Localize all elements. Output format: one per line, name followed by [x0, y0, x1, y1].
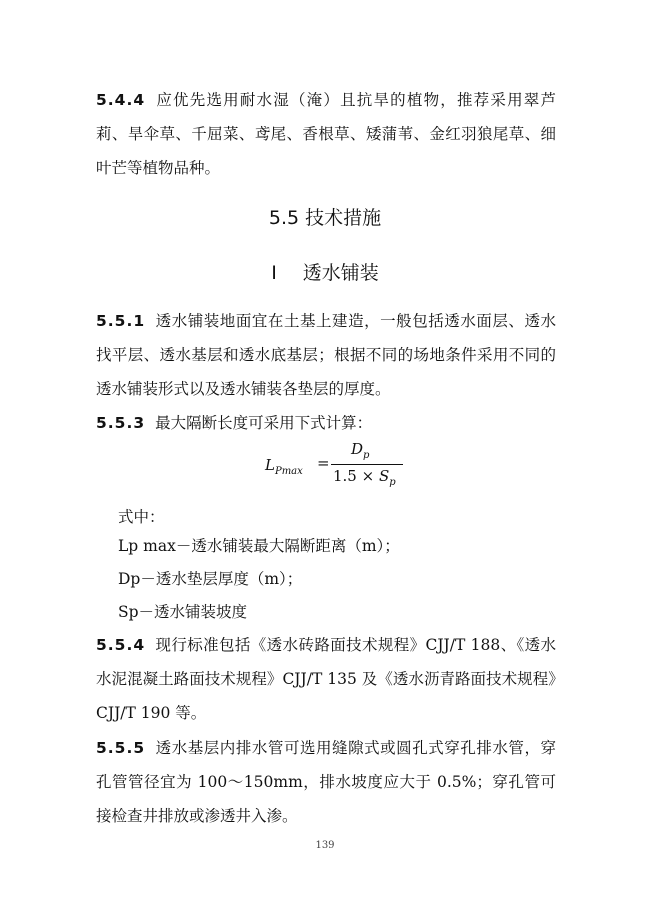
clause-5-5-5: [96, 731, 556, 833]
clause-number: 5.5.3: [96, 414, 146, 432]
roman-numeral: Ⅰ: [271, 262, 277, 284]
max-interval-formula: [265, 440, 415, 490]
formula-denominator: $1.5 \times S_p$: [333, 467, 396, 488]
clause-text: 应优先选用耐水湿（淹）且抗旱的植物，推荐采用翠芦莉、旱伞草、千屈菜、鸢尾、香根草、矮蒲苇、金红羽狼尾草、细叶芒等植物品种。: [96, 91, 556, 177]
variable-definition: Lp max－透水铺装最大隔断距离（m）；: [118, 537, 400, 555]
subsection-title: 透水铺装: [302, 262, 379, 284]
clause-5-5-4: [96, 628, 556, 730]
variable-definition: Dp－透水垫层厚度（m）；: [118, 570, 303, 588]
variable-definition: Sp－透水铺装坡度: [118, 603, 248, 621]
page-number: 139: [315, 840, 335, 851]
formula-equals: =: [317, 454, 330, 472]
clause-text: 透水铺装地面宜在土基上建造，一般包括透水面层、透水找平层、透水基层和透水底基层；根据不同的场地条件采用不同的透水铺装形式以及透水铺装各垫层的厚度。: [96, 312, 556, 398]
clause-number: 5.5.5: [96, 739, 146, 757]
clause-text: 最大隔断长度可采用下式计算：: [155, 414, 373, 432]
clause-text: 现行标准包括《透水砖路面技术规程》CJJ/T 188、《透水水泥混凝土路面技术规程》CJJ/T 135 及《透水沥青路面技术规程》CJJ/T 190 等。: [96, 636, 556, 722]
section-heading: 5.5 技术措施: [268, 207, 382, 229]
clause-number: 5.5.1: [96, 312, 146, 330]
formula-numerator: $D_p$: [351, 440, 370, 461]
formula-lhs: $L_{Pmax}$: [265, 456, 303, 477]
clause-number: 5.5.4: [96, 636, 146, 654]
clause-5-5-1: [96, 304, 556, 406]
fraction-bar: [331, 464, 403, 465]
clause-number: 5.4.4: [96, 91, 146, 109]
clause-text: 透水基层内排水管可选用缝隙式或圆孔式穿孔排水管，穿孔管管径宜为 100～150mm，排水坡度应大于 0.5%；穿孔管可接检查井排放或渗透井入渗。: [96, 739, 556, 825]
subsection-heading: [0, 258, 650, 285]
clause-5-5-3: [96, 406, 556, 440]
clause-5-4-4: [96, 83, 556, 185]
where-label: 式中：: [118, 508, 165, 526]
